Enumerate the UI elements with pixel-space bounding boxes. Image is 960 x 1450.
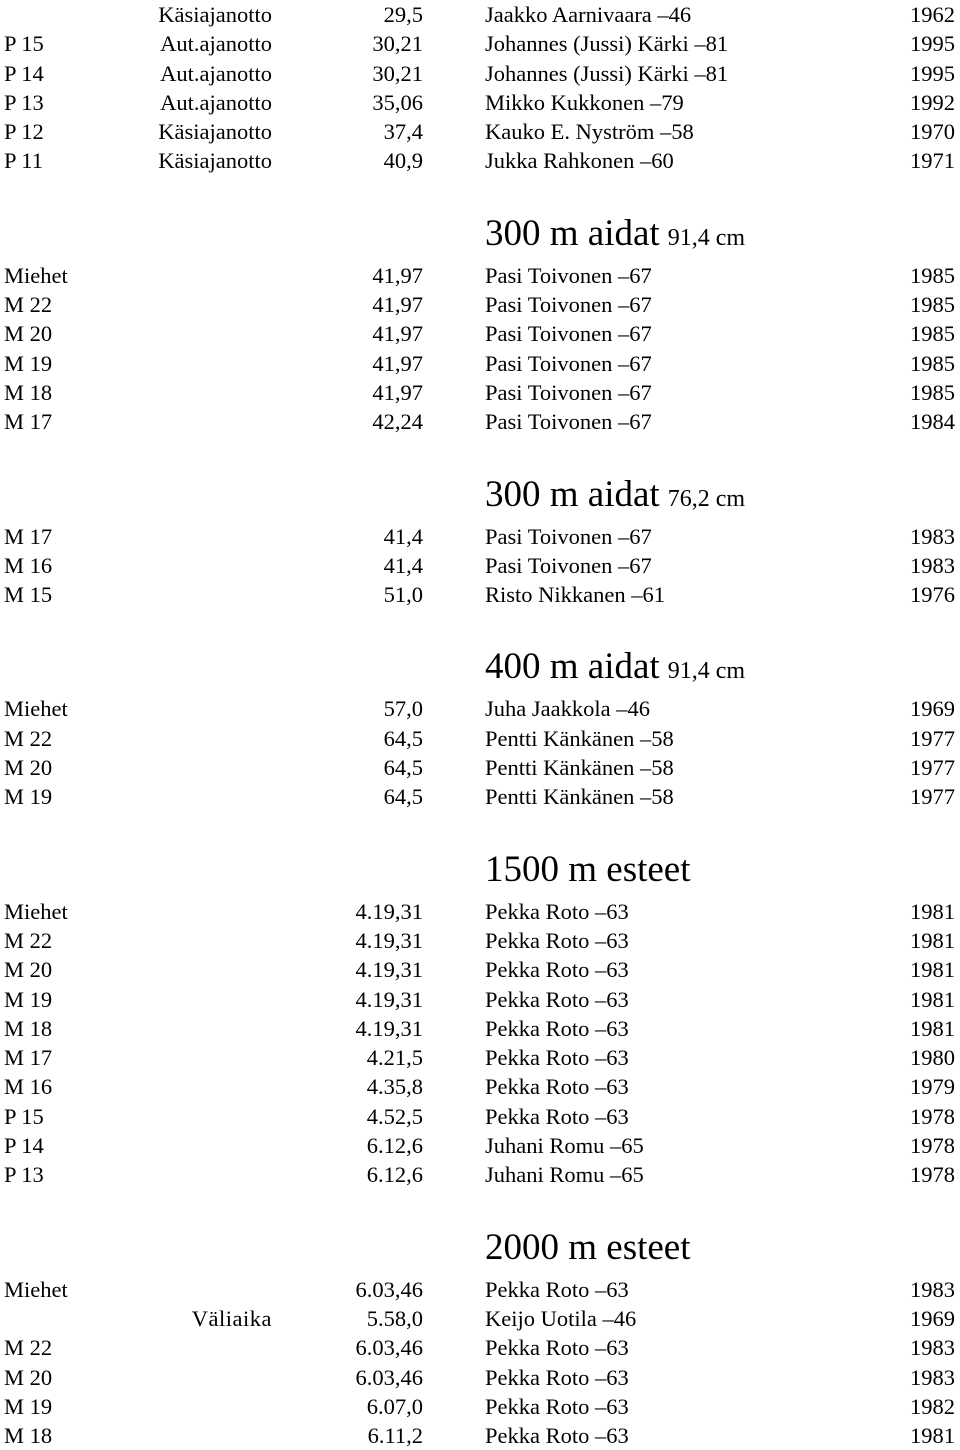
event-title: 400 m aidat	[485, 646, 660, 688]
record-row	[0, 580, 960, 609]
split-label: Väliaika	[191, 1305, 272, 1331]
athlete-name: Pasi Toivonen –67	[485, 292, 652, 318]
result: 4.35,8	[366, 1074, 423, 1100]
section-spacer	[0, 437, 960, 465]
athlete-name: Pasi Toivonen –67	[485, 321, 652, 347]
section-spacer	[0, 1190, 960, 1218]
result: 6.12,6	[366, 1162, 423, 1188]
athlete-name: Johannes (Jussi) Kärki –81	[485, 31, 729, 57]
athlete-name: Pentti Känkänen –58	[485, 725, 674, 751]
age-class: M 20	[4, 957, 53, 983]
record-row	[0, 782, 960, 811]
athlete-name: Pekka Roto –63	[485, 927, 629, 953]
athlete-name: Pekka Roto –63	[485, 986, 629, 1012]
record-row	[0, 290, 960, 319]
age-class: Miehet	[4, 1276, 68, 1302]
timing-method: Aut.ajanotto	[160, 89, 272, 115]
result: 6.12,6	[366, 1133, 423, 1159]
event-title: 300 m aidat	[485, 473, 660, 515]
athlete-name: Risto Nikkanen –61	[485, 582, 665, 608]
record-row	[0, 753, 960, 782]
record-row	[0, 117, 960, 146]
record-year: 1970	[910, 119, 955, 145]
age-class: M 20	[4, 1364, 53, 1390]
result: 42,24	[372, 409, 423, 435]
athlete-name: Pekka Roto –63	[485, 898, 629, 924]
athlete-name: Pekka Roto –63	[485, 1045, 629, 1071]
timing-method: Aut.ajanotto	[160, 60, 272, 86]
record-year: 1981	[910, 957, 955, 983]
event-heading	[0, 840, 960, 897]
record-year: 1983	[910, 1335, 955, 1361]
age-class: P 14	[4, 1133, 44, 1159]
record-row	[0, 146, 960, 175]
record-row	[0, 1333, 960, 1362]
athlete-name: Pekka Roto –63	[485, 1393, 629, 1419]
athlete-name: Pasi Toivonen –67	[485, 552, 652, 578]
result: 41,4	[383, 523, 423, 549]
age-class: M 22	[4, 725, 53, 751]
result: 41,97	[372, 292, 423, 318]
record-year: 1995	[910, 60, 955, 86]
athlete-name: Pasi Toivonen –67	[485, 350, 652, 376]
athlete-name: Jukka Rahkonen –60	[485, 148, 674, 174]
result: 4.19,31	[355, 1015, 423, 1041]
result: 30,21	[372, 60, 423, 86]
age-class: M 18	[4, 1423, 53, 1449]
age-class: M 19	[4, 784, 53, 810]
result: 41,97	[372, 262, 423, 288]
result: 30,21	[372, 31, 423, 57]
age-class: M 22	[4, 927, 53, 953]
record-row	[0, 1421, 960, 1450]
record-year: 1981	[910, 986, 955, 1012]
result: 5.58,0	[366, 1305, 423, 1331]
timing-method: Käsiajanotto	[158, 119, 272, 145]
record-year: 1981	[910, 927, 955, 953]
record-year: 1981	[910, 898, 955, 924]
result: 4.19,31	[355, 898, 423, 924]
record-row	[0, 29, 960, 58]
record-year: 1971	[910, 148, 955, 174]
athlete-name: Pasi Toivonen –67	[485, 379, 652, 405]
age-class: M 19	[4, 350, 53, 376]
record-year: 1985	[910, 262, 955, 288]
record-row	[0, 985, 960, 1014]
result: 40,9	[383, 148, 423, 174]
age-class: M 16	[4, 552, 53, 578]
age-class: Miehet	[4, 696, 68, 722]
athlete-name: Pekka Roto –63	[485, 1015, 629, 1041]
result: 6.03,46	[355, 1364, 423, 1390]
record-row	[0, 926, 960, 955]
record-row	[0, 897, 960, 926]
record-year: 1969	[910, 1305, 955, 1331]
record-row	[0, 261, 960, 290]
record-row	[0, 59, 960, 88]
record-row	[0, 1363, 960, 1392]
age-class: M 17	[4, 409, 53, 435]
record-row	[0, 0, 960, 29]
result: 4.19,31	[355, 986, 423, 1012]
age-class: P 15	[4, 31, 44, 57]
record-row	[0, 1043, 960, 1072]
record-year: 1985	[910, 321, 955, 347]
section-spacer	[0, 609, 960, 637]
record-year: 1985	[910, 292, 955, 318]
age-class: M 17	[4, 523, 53, 549]
result: 41,97	[372, 321, 423, 347]
record-row	[0, 1102, 960, 1131]
event-title: 300 m aidat	[485, 212, 660, 254]
record-year: 1978	[910, 1133, 955, 1159]
record-year: 1980	[910, 1045, 955, 1071]
record-row	[0, 349, 960, 378]
section-spacer	[0, 176, 960, 204]
age-class: P 13	[4, 1162, 44, 1188]
result: 41,97	[372, 379, 423, 405]
result: 4.19,31	[355, 927, 423, 953]
record-row	[0, 694, 960, 723]
athlete-name: Mikko Kukkonen –79	[485, 89, 684, 115]
record-year: 1978	[910, 1103, 955, 1129]
result: 4.19,31	[355, 957, 423, 983]
athlete-name: Pentti Känkänen –58	[485, 784, 674, 810]
age-class: M 16	[4, 1074, 53, 1100]
age-class: M 20	[4, 755, 53, 781]
result: 35,06	[372, 89, 423, 115]
timing-method: Käsiajanotto	[158, 2, 272, 27]
event-heading	[0, 465, 960, 522]
age-class: Miehet	[4, 262, 68, 288]
athlete-name: Pekka Roto –63	[485, 1074, 629, 1100]
event-title: 1500 m esteet	[485, 848, 691, 890]
athlete-name: Juhani Romu –65	[485, 1162, 644, 1188]
athlete-name: Pasi Toivonen –67	[485, 523, 652, 549]
record-row	[0, 724, 960, 753]
record-row	[0, 955, 960, 984]
record-year: 1985	[910, 379, 955, 405]
record-year: 1969	[910, 696, 955, 722]
record-row	[0, 522, 960, 551]
record-year: 1982	[910, 1393, 955, 1419]
record-row	[0, 1014, 960, 1043]
result: 41,97	[372, 350, 423, 376]
age-class: M 19	[4, 986, 53, 1012]
record-year: 1983	[910, 1276, 955, 1302]
result: 64,5	[383, 784, 423, 810]
age-class: P 13	[4, 89, 44, 115]
athlete-name: Pekka Roto –63	[485, 1103, 629, 1129]
record-row	[0, 1072, 960, 1101]
record-row	[0, 407, 960, 436]
event-heading	[0, 1218, 960, 1275]
record-row	[0, 88, 960, 117]
event-heading	[0, 204, 960, 261]
athlete-name: Pekka Roto –63	[485, 1276, 629, 1302]
athlete-name: Pekka Roto –63	[485, 1364, 629, 1390]
result: 6.03,46	[355, 1276, 423, 1302]
split-time-row	[0, 1304, 960, 1333]
record-year: 1981	[910, 1423, 955, 1449]
record-year: 1979	[910, 1074, 955, 1100]
athlete-name: Pekka Roto –63	[485, 1423, 629, 1449]
record-row	[0, 1160, 960, 1189]
athlete-name: Pasi Toivonen –67	[485, 262, 652, 288]
result: 4.21,5	[366, 1045, 423, 1071]
record-year: 1995	[910, 31, 955, 57]
result: 4.52,5	[366, 1103, 423, 1129]
athlete-name: Juha Jaakkola –46	[485, 696, 650, 722]
record-year: 1985	[910, 350, 955, 376]
result: 29,5	[383, 2, 423, 27]
age-class: P 14	[4, 60, 44, 86]
athlete-name: Pasi Toivonen –67	[485, 409, 652, 435]
timing-method: Aut.ajanotto	[160, 31, 272, 57]
athlete-name: Johannes (Jussi) Kärki –81	[485, 60, 729, 86]
age-class: M 15	[4, 582, 53, 608]
age-class: M 22	[4, 1335, 53, 1361]
athlete-name: Pekka Roto –63	[485, 1335, 629, 1361]
record-year: 1976	[910, 582, 955, 608]
record-row	[0, 551, 960, 580]
age-class: M 18	[4, 379, 53, 405]
event-title: 2000 m esteet	[485, 1226, 691, 1268]
record-year: 1992	[910, 89, 955, 115]
record-year: 1977	[910, 755, 955, 781]
result: 64,5	[383, 755, 423, 781]
record-year: 1977	[910, 725, 955, 751]
record-year: 1981	[910, 1015, 955, 1041]
record-row	[0, 1392, 960, 1421]
age-class: M 19	[4, 1393, 53, 1419]
record-year: 1977	[910, 784, 955, 810]
record-year: 1984	[910, 409, 955, 435]
section-spacer	[0, 812, 960, 840]
age-class: M 22	[4, 292, 53, 318]
age-class: P 11	[4, 148, 43, 174]
result: 51,0	[383, 582, 423, 608]
record-row	[0, 378, 960, 407]
record-year: 1983	[910, 1364, 955, 1390]
age-class: P 12	[4, 119, 44, 145]
athlete-name: Pekka Roto –63	[485, 957, 629, 983]
age-class: P 15	[4, 1103, 44, 1129]
result: 37,4	[383, 119, 423, 145]
timing-method: Käsiajanotto	[158, 148, 272, 174]
hurdle-height: 91,4 cm	[667, 224, 746, 251]
record-row	[0, 1131, 960, 1160]
age-class: M 18	[4, 1015, 53, 1041]
result: 64,5	[383, 725, 423, 751]
record-year: 1962	[910, 2, 955, 27]
record-year: 1978	[910, 1162, 955, 1188]
hurdle-height: 76,2 cm	[667, 485, 746, 512]
result: 6.11,2	[367, 1423, 423, 1449]
result: 57,0	[383, 696, 423, 722]
age-class: Miehet	[4, 898, 68, 924]
result: 6.03,46	[355, 1335, 423, 1361]
result: 6.07,0	[366, 1393, 423, 1419]
record-year: 1983	[910, 552, 955, 578]
athlete-name: Kauko E. Nyström –58	[485, 119, 694, 145]
event-heading	[0, 637, 960, 694]
athlete-name: Keijo Uotila –46	[485, 1305, 637, 1331]
athlete-name: Jaakko Aarnivaara –46	[485, 2, 692, 27]
record-year: 1983	[910, 523, 955, 549]
athlete-name: Juhani Romu –65	[485, 1133, 644, 1159]
age-class: M 17	[4, 1045, 53, 1071]
record-row	[0, 319, 960, 348]
result: 41,4	[383, 552, 423, 578]
record-row	[0, 1275, 960, 1304]
age-class: M 20	[4, 321, 53, 347]
athlete-name: Pentti Känkänen –58	[485, 755, 674, 781]
hurdle-height: 91,4 cm	[667, 658, 746, 685]
